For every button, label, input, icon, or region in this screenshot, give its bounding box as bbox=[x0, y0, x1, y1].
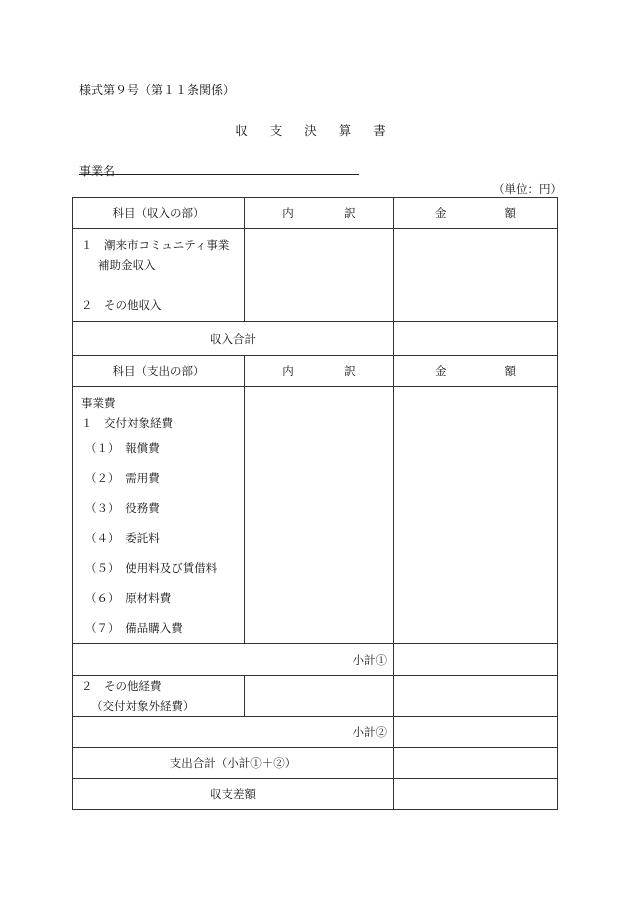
expense-sub-item: （４） 委託料 bbox=[85, 531, 160, 545]
income-amount-cell[interactable] bbox=[394, 229, 558, 322]
expense-total-row bbox=[73, 748, 558, 779]
other-expense-breakdown[interactable] bbox=[245, 676, 394, 717]
income-item-1: １ 潮来市コミュニティ事業 bbox=[81, 238, 230, 252]
expense-amount-cell[interactable] bbox=[394, 387, 558, 644]
income-items-row bbox=[73, 229, 558, 322]
expense-group-2: ２ その他経費 bbox=[81, 679, 162, 693]
expense-total-label: 支出合計（小計①＋②） bbox=[73, 748, 394, 779]
income-amount-header: 金 額 bbox=[394, 198, 558, 229]
expense-breakdown-header: 内 訳 bbox=[245, 356, 394, 387]
income-breakdown-header: 内 訳 bbox=[245, 198, 394, 229]
expense-items-row bbox=[73, 387, 558, 644]
expense-sub-item: （２） 需用費 bbox=[85, 471, 160, 485]
expense-group-1: １ 交付対象経費 bbox=[81, 416, 173, 430]
project-name-field[interactable] bbox=[79, 174, 359, 175]
other-expense-row bbox=[73, 676, 558, 717]
income-total-amount[interactable] bbox=[394, 322, 558, 356]
expense-sub-item: （１） 報償費 bbox=[85, 441, 160, 455]
income-item-2: ２ その他収入 bbox=[81, 298, 162, 312]
expense-total-amount[interactable] bbox=[394, 748, 558, 779]
expense-sub-item: （５） 使用料及び賃借料 bbox=[85, 561, 218, 575]
document-title: 収 支 決 算 書 bbox=[235, 123, 395, 138]
expense-amount-header: 金 額 bbox=[394, 356, 558, 387]
other-expense-amount[interactable] bbox=[394, 676, 558, 717]
expense-items-cell bbox=[73, 387, 245, 644]
form-number: 様式第９号（第１１条関係） bbox=[79, 83, 236, 97]
settlement-table bbox=[72, 197, 558, 810]
expense-sub-item: （６） 原材料費 bbox=[85, 591, 172, 605]
unit-note: （単位：円） bbox=[493, 182, 562, 196]
income-subject-header: 科目（収入の部） bbox=[73, 198, 245, 229]
balance-amount[interactable] bbox=[394, 779, 558, 810]
income-total-label: 収入合計 bbox=[73, 322, 394, 356]
income-breakdown-cell[interactable] bbox=[245, 229, 394, 322]
income-item-1-cont: 補助金収入 bbox=[98, 258, 156, 272]
income-items-cell bbox=[73, 229, 245, 322]
expense-header-row bbox=[73, 356, 558, 387]
subtotal-1-amount[interactable] bbox=[394, 644, 558, 676]
expense-sub-item: （７） 備品購入費 bbox=[85, 621, 183, 635]
expense-subject-header: 科目（支出の部） bbox=[73, 356, 245, 387]
income-header-row bbox=[73, 198, 558, 229]
expense-category: 事業費 bbox=[81, 396, 116, 410]
other-expense-cell bbox=[73, 676, 245, 717]
income-total-row bbox=[73, 322, 558, 356]
balance-label: 収支差額 bbox=[73, 779, 394, 810]
subtotal-2-amount[interactable] bbox=[394, 717, 558, 748]
subtotal-1-row bbox=[73, 644, 558, 676]
expense-group-2-note: （交付対象外経費） bbox=[91, 699, 195, 713]
balance-row bbox=[73, 779, 558, 810]
subtotal-1-label: 小計① bbox=[73, 644, 394, 676]
subtotal-2-label: 小計② bbox=[73, 717, 394, 748]
expense-breakdown-cell[interactable] bbox=[245, 387, 394, 644]
project-name-label: 事業名 bbox=[79, 164, 116, 178]
subtotal-2-row bbox=[73, 717, 558, 748]
expense-sub-item: （３） 役務費 bbox=[85, 501, 160, 515]
